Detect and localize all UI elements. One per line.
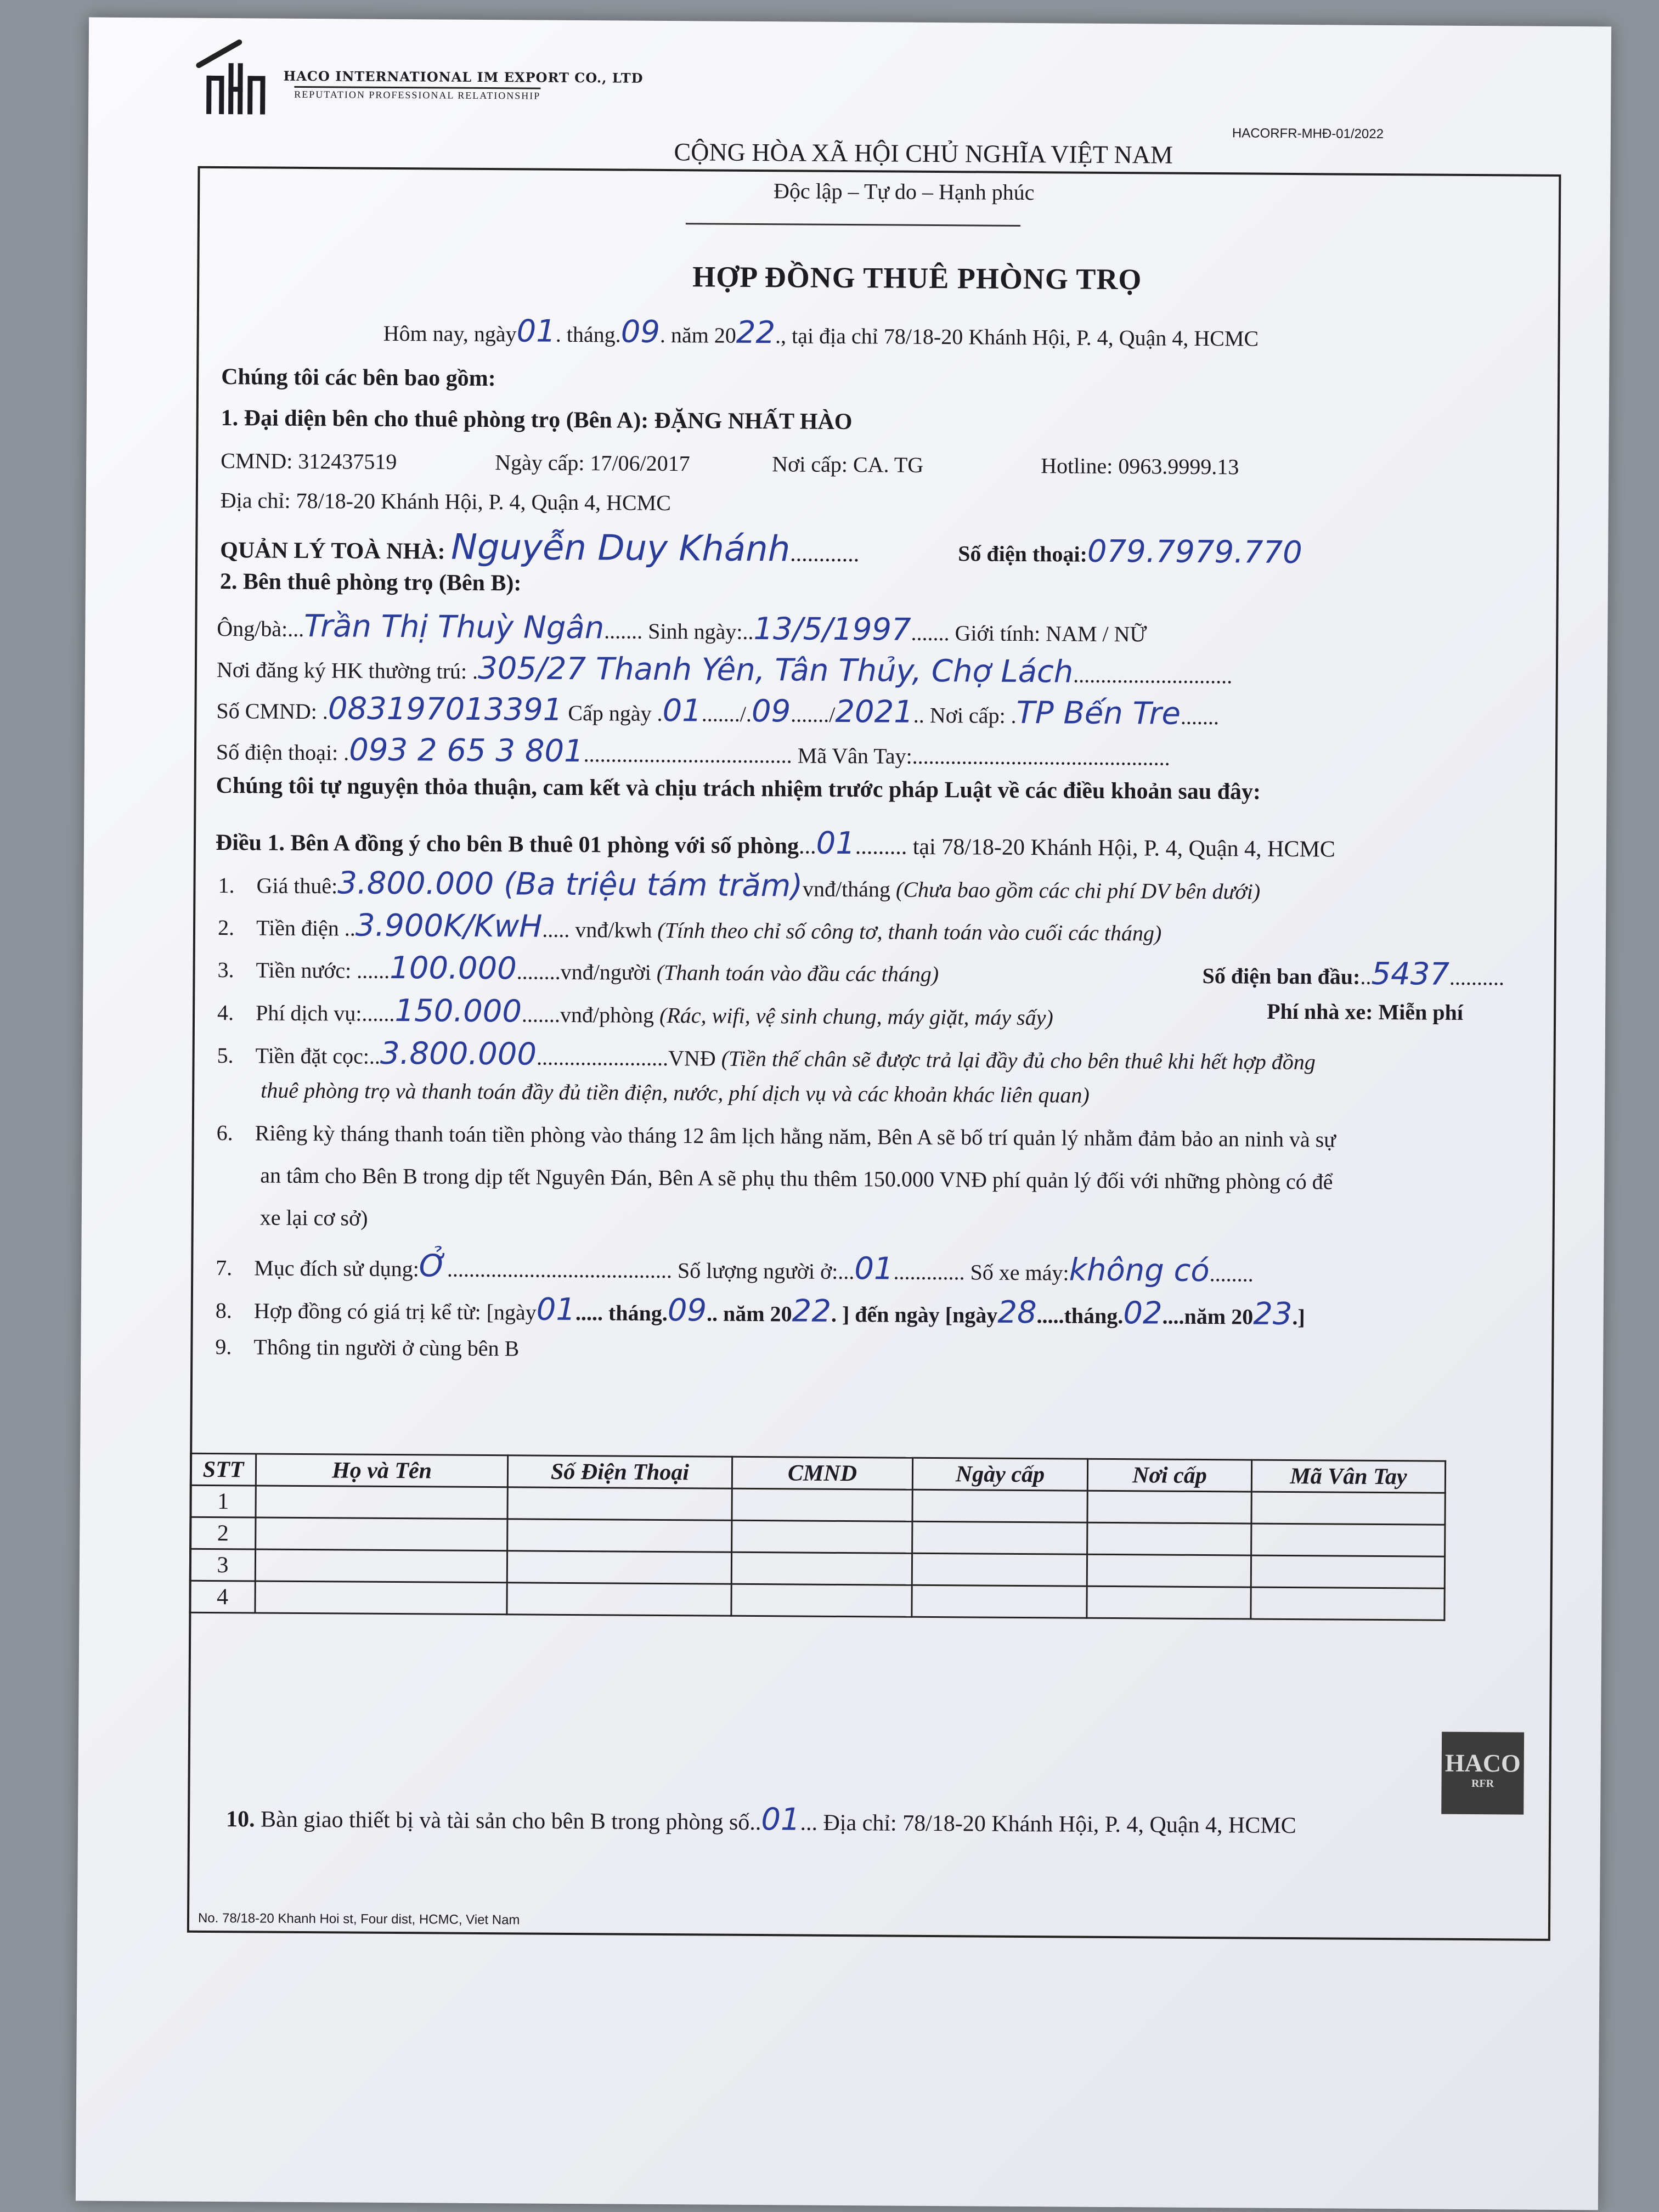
- term-1-label: Giá thuê:: [256, 873, 338, 899]
- cell: [1251, 1555, 1444, 1588]
- commitment-line: Chúng tôi tự nguyện thỏa thuận, cam kết và chịu trách nhiệm trước pháp Luật về các điều khoản sau đây:: [216, 773, 1261, 805]
- cell: [1087, 1491, 1251, 1523]
- water-value: 100.000: [390, 950, 517, 987]
- contract-page: [76, 18, 1611, 2210]
- cell: [731, 1552, 912, 1585]
- term-2-note: (Tính theo chỉ số công tơ, thanh toán vào cuối các tháng): [657, 917, 1162, 946]
- end-close: .]: [1292, 1305, 1305, 1330]
- col-fingerprint: Mã Vân Tay: [1251, 1460, 1445, 1493]
- company-tagline: REPUTATION PROFESSIONAL RELATIONSHIP: [294, 86, 540, 102]
- handover-num: 10.: [225, 1807, 255, 1832]
- term-4-note: (Rác, wifi, vệ sinh chung, máy giặt, máy sấy): [659, 1002, 1053, 1030]
- start-year-label: .. năm 20: [706, 1301, 792, 1327]
- cell: [507, 1551, 731, 1584]
- term-3: 3. Tiền nước: ......100.000........vnđ/người (Thanh toán vào đầu các tháng): [217, 950, 939, 987]
- col-stt: STT: [190, 1453, 256, 1486]
- cell: [732, 1488, 912, 1521]
- date-year: 22: [736, 314, 776, 351]
- document-code: HACORFR-MHĐ-01/2022: [1232, 126, 1384, 142]
- term-8-label: Hợp đồng có giá trị kể từ: [ngày: [253, 1298, 537, 1325]
- term-2: 2. Tiền điện ..3.900K/KwH..... vnđ/kwh (Tính theo chỉ số công tơ, thanh toán vào cuối các tháng): [217, 907, 1162, 946]
- party-a-cmnd: CMND: 312437519: [221, 448, 397, 475]
- cell: [732, 1520, 912, 1553]
- cell: [507, 1487, 732, 1520]
- term-1-num: 1.: [218, 873, 235, 898]
- date-month: 09: [620, 314, 661, 350]
- term-5-note-a: (Tiền thế chân sẽ được trả lại đầy đủ cho bên thuê khi hết hợp đồng: [721, 1046, 1316, 1075]
- handover-label: Bàn giao thiết bị và tài sản cho bên B trong phòng số: [260, 1807, 750, 1835]
- manager-line: [220, 526, 859, 570]
- row-number: 1: [190, 1485, 256, 1517]
- stamp-line-1: HACO: [1444, 1748, 1521, 1778]
- manager-phone-line: [958, 533, 1302, 571]
- term-8: [216, 1290, 1305, 1332]
- party-a-hotline: Hotline: 0963.9999.13: [1041, 453, 1239, 479]
- tenant-name: Trần Thị Thuỳ Ngân: [304, 608, 605, 646]
- haco-stamp: [1441, 1732, 1524, 1815]
- col-issue-date: Ngày cấp: [912, 1458, 1087, 1491]
- tenant-phone: 093 2 65 3 801: [349, 732, 584, 770]
- end-day: 28: [997, 1294, 1037, 1331]
- cell: [1251, 1523, 1445, 1556]
- term-2-label: Tiền điện: [256, 915, 339, 941]
- term-2-num: 2.: [217, 915, 235, 940]
- term-3-note: (Thanh toán vào đầu các tháng): [656, 960, 939, 987]
- term-5-num: 5.: [217, 1043, 234, 1068]
- article-1-label: Điều 1. Bên A đồng ý cho bên B thuê 01 phòng với số phòng: [215, 830, 799, 859]
- dob-label: Sinh ngày:: [648, 618, 743, 644]
- date-prefix: Hôm nay, ngày: [383, 320, 517, 347]
- start-month-label: ..... tháng.: [575, 1300, 668, 1326]
- date-day: 01: [516, 313, 556, 349]
- term-4-unit: .......vnđ/phòng: [521, 1002, 654, 1028]
- term-4-label: Phí dịch vụ:: [255, 1000, 362, 1026]
- col-name: Họ và Tên: [256, 1454, 507, 1487]
- term-4: 4. Phí dịch vụ:......150.000.......vnđ/phòng (Rác, wifi, vệ sinh chung, máy giặt, máy sấy): [217, 993, 1053, 1030]
- term-7-mid: ......................................... Số lượng người ở:...: [447, 1256, 855, 1284]
- cell: [912, 1585, 1087, 1618]
- cell: [912, 1521, 1087, 1554]
- term-3-num: 3.: [217, 957, 234, 983]
- phone-label: Số điện thoại:: [216, 740, 338, 765]
- purpose-value: Ở: [419, 1248, 448, 1284]
- meter-label: Số điện ban đầu:: [1202, 963, 1361, 989]
- contract-title: HỢP ĐỒNG THUÊ PHÒNG TRỌ: [692, 260, 1142, 296]
- party-a-issue-date: Ngày cấp: 17/06/2017: [495, 450, 690, 476]
- term-4-num: 4.: [217, 1000, 234, 1025]
- term-6-num: 6.: [216, 1120, 233, 1146]
- manager-dots: ............: [790, 541, 860, 567]
- manager-phone-label: Số điện thoại:: [958, 541, 1087, 567]
- term-3-label: Tiền nước:: [256, 957, 352, 983]
- manager-phone: 079.7979.770: [1087, 533, 1302, 571]
- start-day: 01: [536, 1291, 576, 1328]
- id-month: 09: [751, 693, 791, 730]
- cell: [256, 1486, 507, 1519]
- end-label: . ] đến ngày [ngày: [831, 1301, 998, 1328]
- term-5: 5. Tiền đặt cọc:..3.800.000........................VNĐ (Tiền thế chân sẽ được trả lại đầy đủ cho bên thuê khi hết hợp đồng: [217, 1035, 1316, 1075]
- footer-address: No. 78/18-20 Khanh Hoi st, Four dist, HCMC, Viet Nam: [198, 1910, 520, 1928]
- article-1-heading: Điều 1. Bên A đồng ý cho bên B thuê 01 phòng với số phòng...01......... tại 78/18-20 Khánh Hội, P. 4, Quận 4, HCMC: [215, 825, 1335, 862]
- cell: [731, 1584, 912, 1617]
- tenant-dob: 13/5/1997: [753, 611, 911, 648]
- term-7-num: 7.: [216, 1255, 233, 1280]
- parties-intro: Chúng tôi các bên bao gồm:: [221, 364, 496, 392]
- term-6-line-c: xe lại cơ sở): [259, 1205, 368, 1231]
- phone-line: Số điện thoại: .093 2 65 3 801...................................... Mã Vân Tay:...............................................: [216, 732, 1170, 770]
- meter-value: 5437: [1371, 956, 1450, 992]
- end-month: 02: [1123, 1295, 1163, 1331]
- company-name: HACO INTERNATIONAL IM EXPORT CO., LTD: [283, 67, 644, 86]
- term-6-line-a: Riêng kỳ tháng thanh toán tiền phòng vào tháng 12 âm lịch hằng năm, Bên A sẽ bố trí quản lý nhằm đảm bảo an ninh và sự: [255, 1120, 1336, 1152]
- parking-fee: Phí nhà xe: Miễn phí: [1267, 998, 1464, 1025]
- party-b-heading: 2. Bên thuê phòng trọ (Bên B):: [219, 569, 522, 596]
- rent-value: 3.800.000 (Ba triệu tám trăm): [337, 865, 803, 904]
- date-suffix: ., tại địa chỉ 78/18-20 Khánh Hội, P. 4, Quận 4, HCMC: [775, 323, 1259, 351]
- meter-line: Số điện ban đầu:..5437..........: [1202, 956, 1505, 992]
- term-9-num: 9.: [215, 1334, 232, 1359]
- term-6-line-b: an tâm cho Bên B trong dịp tết Nguyên Đán, Bên A sẽ phụ thu thêm 150.000 VNĐ phí quản lý đối với những phòng có để: [260, 1163, 1333, 1194]
- date-year-label: . năm 20: [659, 322, 737, 348]
- id-line: Số CMND: .083197013391 Cấp ngày .01......./.09......./2021.. Nơi cấp: .TP Bến Tre.......: [216, 691, 1220, 732]
- cell: [256, 1517, 507, 1551]
- id-place-label: Nơi cấp:: [929, 702, 1006, 728]
- fingerprint-label: Mã Vân Tay:: [797, 743, 912, 769]
- term-2-unit: ..... vnđ/kwh: [542, 917, 652, 943]
- cell: [507, 1519, 732, 1552]
- term-1: [218, 865, 1260, 907]
- service-fee-value: 150.000: [394, 993, 522, 1030]
- gender-label: Giới tính:: [955, 620, 1041, 646]
- id-day: 01: [662, 692, 702, 729]
- col-phone: Số Điện Thoại: [507, 1455, 732, 1488]
- col-cmnd: CMND: [732, 1457, 912, 1489]
- id-year: 2021: [835, 693, 914, 730]
- end-year: 23: [1253, 1296, 1293, 1333]
- residence-value: 305/27 Thanh Yên, Tân Thủy, Chợ Lách: [477, 650, 1074, 690]
- cell: [912, 1489, 1087, 1522]
- article-1-room: 01: [816, 825, 856, 862]
- term-3-unit: ........vnđ/người: [516, 959, 651, 985]
- row-number: 3: [190, 1549, 255, 1581]
- id-label: Số CMND:: [216, 698, 317, 724]
- gender-options: NAM / NỮ: [1046, 621, 1147, 647]
- cell: [1087, 1586, 1251, 1619]
- term-8-num: 8.: [215, 1298, 232, 1323]
- bikes-label: ............. Số xe máy:: [893, 1259, 1069, 1285]
- cell: [1087, 1554, 1251, 1587]
- company-logo-icon: [204, 62, 278, 117]
- stamp-line-2: RFR: [1471, 1778, 1494, 1790]
- national-title: CỘNG HÒA XÃ HỘI CHỦ NGHĨA VIỆT NAM: [674, 138, 1173, 169]
- tenant-line: Ông/bà:...Trần Thị Thuỳ Ngân....... Sinh ngày:..13/5/1997....... Giới tính: NAM / NỮ: [217, 608, 1147, 648]
- manager-label: QUẢN LÝ TOÀ NHÀ:: [220, 538, 445, 565]
- date-month-label: . tháng.: [555, 321, 621, 347]
- row-number: 2: [190, 1517, 256, 1549]
- end-month-label: .....tháng.: [1036, 1303, 1124, 1329]
- cohabitants-table: [189, 1453, 1446, 1621]
- row-number: 4: [190, 1581, 255, 1613]
- term-1-note: (Chưa bao gồm các chi phí DV bên dưới): [895, 877, 1261, 904]
- term-9: [215, 1334, 519, 1361]
- tenant-label: Ông/bà:: [217, 616, 288, 641]
- handover-room: 01: [761, 1802, 800, 1838]
- term-9-label: Thông tin người ở cùng bên B: [253, 1334, 520, 1361]
- date-line: [383, 313, 1259, 354]
- col-issue-place: Nơi cấp: [1087, 1459, 1251, 1492]
- residence-label: Nơi đăng ký HK thường trú:: [216, 657, 467, 684]
- cell: [255, 1549, 507, 1583]
- residence-line: Nơi đăng ký HK thường trú: .305/27 Thanh Yên, Tân Thủy, Chợ Lách.............................: [216, 650, 1233, 690]
- cell: [255, 1581, 507, 1615]
- id-date-label: Cấp ngày: [568, 700, 652, 726]
- handover-line: 10. Bàn giao thiết bị và tài sản cho bên B trong phòng số..01... Địa chỉ: 78/18-20 Khánh Hội, P. 4, Quận 4, HCMC: [225, 1802, 1296, 1839]
- term-7-label: Mục đích sử dụng:: [254, 1255, 419, 1282]
- term-7: 7. Mục đích sử dụng:Ở......................................... Số lượng người ở:...01............. Số xe máy:không có........: [216, 1248, 1254, 1289]
- id-place: TP Bến Tre: [1016, 695, 1181, 732]
- term-5-unit: ........................VNĐ: [536, 1045, 716, 1071]
- handover-suffix: ... Địa chỉ: 78/18-20 Khánh Hội, P. 4, Quận 4, HCMC: [800, 1810, 1296, 1839]
- occupants-value: 01: [854, 1251, 894, 1287]
- cell: [1251, 1492, 1445, 1525]
- motto: Độc lập – Tự do – Hạnh phúc: [773, 178, 1035, 205]
- id-number: 083197013391: [328, 691, 563, 728]
- bikes-value: không có: [1069, 1252, 1210, 1289]
- article-1-suffix: ......... tại 78/18-20 Khánh Hội, P. 4, Quận 4, HCMC: [855, 834, 1335, 862]
- cell: [507, 1583, 731, 1616]
- term-5-label: Tiền đặt cọc:: [255, 1043, 370, 1069]
- party-a-address: Địa chỉ: 78/18-20 Khánh Hội, P. 4, Quận 4, HCMC: [220, 488, 672, 516]
- start-year: 22: [792, 1293, 832, 1329]
- deposit-value: 3.800.000: [380, 1035, 537, 1073]
- start-month: 09: [667, 1293, 707, 1329]
- cell: [1087, 1522, 1251, 1555]
- manager-name: Nguyễn Duy Khánh: [450, 527, 791, 570]
- electricity-value: 3.900K/KwH: [355, 907, 543, 945]
- cell: [912, 1553, 1087, 1586]
- party-a-heading: 1. Đại diện bên cho thuê phòng trọ (Bên A): ĐẶNG NHẤT HÀO: [221, 405, 853, 435]
- term-5-note-b: thuê phòng trọ và thanh toán đầy đủ tiền điện, nước, phí dịch vụ và các khoản khác liên quan): [261, 1077, 1090, 1108]
- term-1-unit: vnđ/tháng: [802, 876, 891, 902]
- end-year-label: ....năm 20: [1162, 1304, 1254, 1329]
- party-a-issue-place: Nơi cấp: CA. TG: [772, 452, 924, 477]
- cell: [1251, 1587, 1444, 1620]
